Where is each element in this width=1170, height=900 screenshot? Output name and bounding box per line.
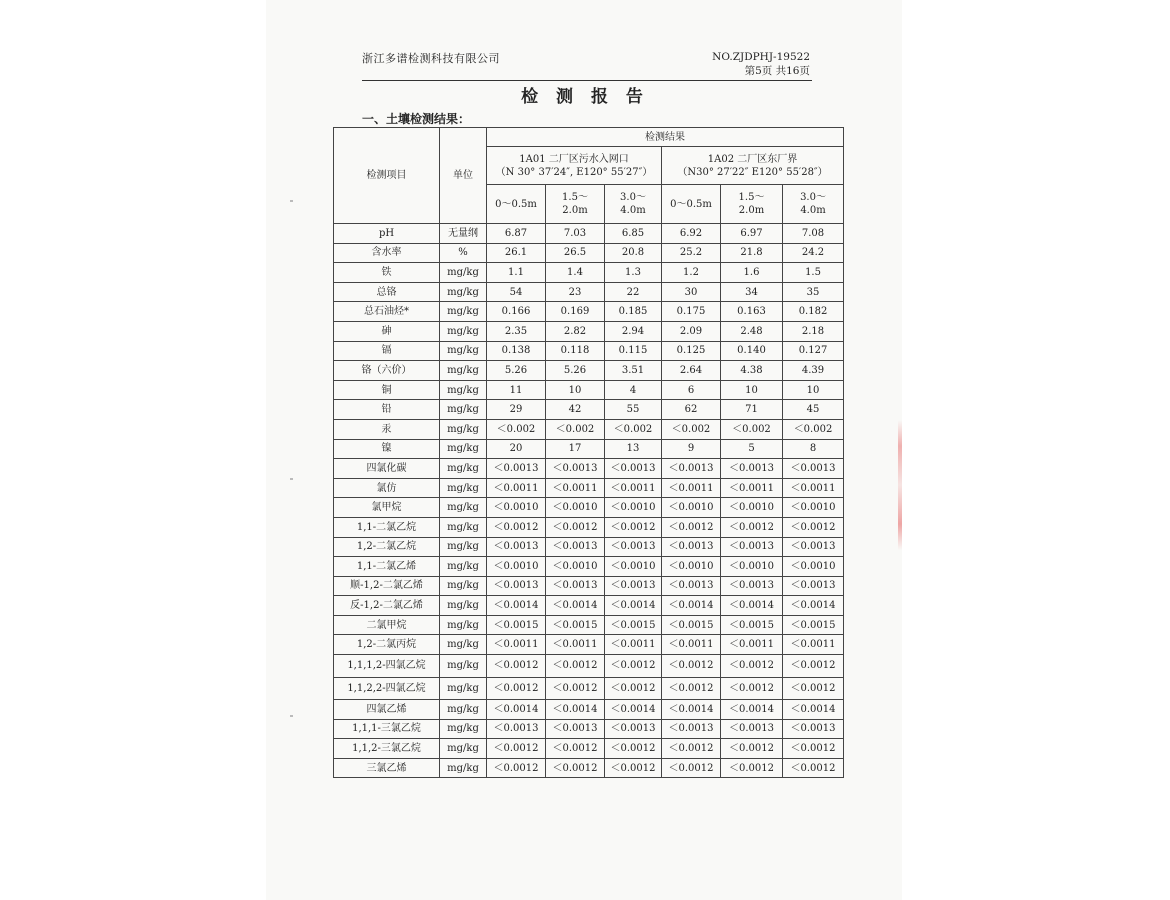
value-cell: ＜0.0014 [487, 596, 546, 616]
value-cell: ＜0.0015 [662, 615, 721, 635]
unit-cell: mg/kg [440, 537, 487, 557]
value-cell: 26.1 [487, 243, 546, 263]
value-cell: ＜0.0010 [783, 498, 844, 518]
value-cell: 1.3 [605, 263, 662, 283]
depth-header: 3.0～ 4.0m [783, 185, 844, 224]
item-cell: 1,2-二氯乙烷 [334, 537, 440, 557]
value-cell: ＜0.0012 [487, 677, 546, 700]
table-row [334, 419, 844, 439]
value-cell: 0.182 [783, 302, 844, 322]
value-cell: ＜0.002 [783, 419, 844, 439]
value-cell: 6.87 [487, 224, 546, 244]
value-cell: ＜0.0010 [721, 557, 783, 577]
value-cell: ＜0.0013 [783, 719, 844, 739]
value-cell: 45 [783, 400, 844, 420]
value-cell: 3.51 [605, 361, 662, 381]
value-cell: ＜0.0012 [662, 655, 721, 678]
value-cell: ＜0.0013 [662, 719, 721, 739]
value-cell: ＜0.0015 [783, 615, 844, 635]
table-row [334, 478, 844, 498]
depth-header: 1.5～ 2.0m [721, 185, 783, 224]
depth-header: 0～0.5m [662, 185, 721, 224]
value-cell: ＜0.0010 [783, 557, 844, 577]
value-cell: 0.175 [662, 302, 721, 322]
value-cell: ＜0.0011 [605, 478, 662, 498]
value-cell: 2.64 [662, 361, 721, 381]
table-row [334, 361, 844, 381]
value-cell: 6.92 [662, 224, 721, 244]
header-rule [362, 80, 812, 81]
value-cell: ＜0.0012 [783, 517, 844, 537]
value-cell: 0.166 [487, 302, 546, 322]
unit-cell: 无量纲 [440, 224, 487, 244]
value-cell: ＜0.0014 [487, 700, 546, 720]
report-number: NO.ZJDPHJ-19522 [712, 51, 810, 63]
value-cell: 6.97 [721, 224, 783, 244]
value-cell: ＜0.0011 [546, 635, 605, 655]
item-cell: 镉 [334, 341, 440, 361]
unit-cell: mg/kg [440, 576, 487, 596]
table-row [334, 302, 844, 322]
value-cell: ＜0.0013 [605, 537, 662, 557]
value-cell: 23 [546, 282, 605, 302]
unit-cell: mg/kg [440, 478, 487, 498]
unit-cell: mg/kg [440, 459, 487, 479]
value-cell: 30 [662, 282, 721, 302]
item-cell: 1,1-二氯乙烷 [334, 517, 440, 537]
item-cell: 二氯甲烷 [334, 615, 440, 635]
value-cell: ＜0.0013 [783, 537, 844, 557]
value-cell: 0.163 [721, 302, 783, 322]
value-cell: 26.5 [546, 243, 605, 263]
value-cell: ＜0.0012 [546, 655, 605, 678]
value-cell: ＜0.0012 [721, 739, 783, 759]
unit-cell: mg/kg [440, 419, 487, 439]
value-cell: 0.169 [546, 302, 605, 322]
value-cell: ＜0.0011 [721, 478, 783, 498]
value-cell: 2.48 [721, 321, 783, 341]
item-cell: 1,1,1-三氯乙烷 [334, 719, 440, 739]
value-cell: ＜0.0012 [605, 739, 662, 759]
value-cell: 54 [487, 282, 546, 302]
value-cell: 1.1 [487, 263, 546, 283]
value-cell: ＜0.0013 [605, 459, 662, 479]
header-results: 检测结果 [487, 128, 844, 147]
table-row [334, 400, 844, 420]
section-heading: 一、土壤检测结果： [362, 112, 471, 126]
table-row [334, 380, 844, 400]
value-cell: ＜0.0012 [546, 739, 605, 759]
value-cell: ＜0.0011 [546, 478, 605, 498]
document-title: 检 测 报 告 [521, 87, 649, 107]
value-cell: 7.03 [546, 224, 605, 244]
unit-cell: mg/kg [440, 700, 487, 720]
value-cell: ＜0.0012 [605, 677, 662, 700]
table-row [334, 498, 844, 518]
site1-header [487, 147, 662, 185]
scan-speck [290, 478, 293, 480]
soil-results-table [333, 127, 844, 778]
value-cell: ＜0.0012 [546, 677, 605, 700]
value-cell: 20.8 [605, 243, 662, 263]
unit-cell: mg/kg [440, 719, 487, 739]
company-name: 浙江多谱检测科技有限公司 [362, 52, 500, 65]
value-cell: 20 [487, 439, 546, 459]
item-cell: 铅 [334, 400, 440, 420]
value-cell: 71 [721, 400, 783, 420]
value-cell: ＜0.0010 [487, 557, 546, 577]
value-cell: ＜0.0013 [487, 537, 546, 557]
unit-cell: mg/kg [440, 557, 487, 577]
value-cell: 0.118 [546, 341, 605, 361]
value-cell: ＜0.0013 [605, 719, 662, 739]
unit-cell: mg/kg [440, 400, 487, 420]
item-cell: 含水率 [334, 243, 440, 263]
unit-cell: mg/kg [440, 302, 487, 322]
value-cell: ＜0.0011 [487, 635, 546, 655]
value-cell: 0.140 [721, 341, 783, 361]
value-cell: ＜0.0012 [783, 739, 844, 759]
item-cell: 氯甲烷 [334, 498, 440, 518]
unit-cell: mg/kg [440, 517, 487, 537]
value-cell: ＜0.0012 [783, 677, 844, 700]
value-cell: ＜0.0015 [605, 615, 662, 635]
table-row [334, 263, 844, 283]
value-cell: ＜0.0011 [605, 635, 662, 655]
value-cell: ＜0.002 [662, 419, 721, 439]
unit-cell: % [440, 243, 487, 263]
value-cell: ＜0.0012 [783, 655, 844, 678]
unit-cell: mg/kg [440, 380, 487, 400]
item-cell: 1,1,1,2-四氯乙烷 [334, 655, 440, 678]
value-cell: ＜0.0011 [783, 635, 844, 655]
item-cell: 砷 [334, 321, 440, 341]
table-row [334, 615, 844, 635]
value-cell: 22 [605, 282, 662, 302]
table-row [334, 758, 844, 778]
value-cell: 0.138 [487, 341, 546, 361]
value-cell: ＜0.0013 [605, 576, 662, 596]
value-cell: 10 [546, 380, 605, 400]
value-cell: ＜0.0010 [662, 557, 721, 577]
item-cell: 1,1,2-三氯乙烷 [334, 739, 440, 759]
value-cell: ＜0.0012 [487, 758, 546, 778]
value-cell: ＜0.002 [546, 419, 605, 439]
value-cell: 17 [546, 439, 605, 459]
value-cell: 0.127 [783, 341, 844, 361]
value-cell: ＜0.0013 [721, 576, 783, 596]
table-row [334, 739, 844, 759]
value-cell: 2.35 [487, 321, 546, 341]
value-cell: 42 [546, 400, 605, 420]
value-cell: ＜0.0012 [605, 517, 662, 537]
table-row [334, 459, 844, 479]
table-row [334, 596, 844, 616]
table-row [334, 700, 844, 720]
value-cell: ＜0.0014 [662, 700, 721, 720]
value-cell: 25.2 [662, 243, 721, 263]
depth-header: 3.0～ 4.0m [605, 185, 662, 224]
value-cell: 9 [662, 439, 721, 459]
unit-cell: mg/kg [440, 439, 487, 459]
value-cell: 4.39 [783, 361, 844, 381]
site2-header [662, 147, 844, 185]
value-cell: 1.5 [783, 263, 844, 283]
value-cell: 10 [721, 380, 783, 400]
item-cell: 三氯乙烯 [334, 758, 440, 778]
table-row [334, 576, 844, 596]
table-row [334, 537, 844, 557]
value-cell: ＜0.0013 [487, 719, 546, 739]
value-cell: 5.26 [487, 361, 546, 381]
scan-speck [290, 715, 293, 717]
value-cell: ＜0.0013 [721, 459, 783, 479]
value-cell: ＜0.0013 [546, 459, 605, 479]
value-cell: ＜0.0012 [487, 517, 546, 537]
unit-cell: mg/kg [440, 635, 487, 655]
value-cell: ＜0.0013 [487, 459, 546, 479]
unit-cell: mg/kg [440, 498, 487, 518]
site2-coords: （N30° 27′22″ E120° 55′28″） [677, 166, 828, 178]
site1-name: 1A01 二厂区污水入网口 [519, 153, 629, 165]
value-cell: 5.26 [546, 361, 605, 381]
table-row [334, 321, 844, 341]
value-cell: ＜0.0010 [546, 557, 605, 577]
item-cell: pH [334, 224, 440, 244]
value-cell: ＜0.0010 [487, 498, 546, 518]
value-cell: ＜0.0012 [605, 758, 662, 778]
value-cell: ＜0.0010 [721, 498, 783, 518]
depth-header: 1.5～ 2.0m [546, 185, 605, 224]
item-cell: 铁 [334, 263, 440, 283]
item-cell: 四氯乙烯 [334, 700, 440, 720]
value-cell: ＜0.0012 [783, 758, 844, 778]
unit-cell: mg/kg [440, 341, 487, 361]
value-cell: ＜0.0014 [721, 596, 783, 616]
unit-cell: mg/kg [440, 263, 487, 283]
table-row [334, 224, 844, 244]
header-unit: 单位 [440, 128, 487, 224]
value-cell: 6.85 [605, 224, 662, 244]
table-row [334, 439, 844, 459]
value-cell: 55 [605, 400, 662, 420]
value-cell: ＜0.0013 [783, 576, 844, 596]
table-row [334, 341, 844, 361]
value-cell: ＜0.0012 [662, 517, 721, 537]
value-cell: 62 [662, 400, 721, 420]
value-cell: 7.08 [783, 224, 844, 244]
site2-name: 1A02 二厂区东厂界 [707, 153, 798, 165]
value-cell: ＜0.0012 [487, 655, 546, 678]
unit-cell: mg/kg [440, 321, 487, 341]
unit-cell: mg/kg [440, 677, 487, 700]
value-cell: ＜0.0015 [721, 615, 783, 635]
unit-cell: mg/kg [440, 758, 487, 778]
value-cell: ＜0.0014 [605, 596, 662, 616]
value-cell: ＜0.0013 [721, 537, 783, 557]
value-cell: 1.6 [721, 263, 783, 283]
item-cell: 镍 [334, 439, 440, 459]
item-cell: 铜 [334, 380, 440, 400]
item-cell: 总铬 [334, 282, 440, 302]
value-cell: ＜0.0012 [721, 677, 783, 700]
value-cell: 2.82 [546, 321, 605, 341]
value-cell: ＜0.0012 [662, 677, 721, 700]
table-row [334, 282, 844, 302]
value-cell: ＜0.0012 [662, 758, 721, 778]
value-cell: ＜0.0010 [662, 498, 721, 518]
value-cell: ＜0.0012 [546, 758, 605, 778]
table-row [334, 635, 844, 655]
header-item: 检测项目 [334, 128, 440, 224]
value-cell: ＜0.0015 [487, 615, 546, 635]
value-cell: ＜0.0013 [662, 459, 721, 479]
value-cell: ＜0.0013 [662, 576, 721, 596]
value-cell: ＜0.002 [487, 419, 546, 439]
value-cell: 4 [605, 380, 662, 400]
value-cell: ＜0.0012 [721, 655, 783, 678]
value-cell: ＜0.0010 [546, 498, 605, 518]
table-row [334, 719, 844, 739]
value-cell: ＜0.0012 [487, 739, 546, 759]
value-cell: ＜0.0013 [546, 576, 605, 596]
value-cell: ＜0.0011 [662, 478, 721, 498]
unit-cell: mg/kg [440, 739, 487, 759]
value-cell: ＜0.0012 [605, 655, 662, 678]
value-cell: 2.09 [662, 321, 721, 341]
item-cell: 汞 [334, 419, 440, 439]
value-cell: 8 [783, 439, 844, 459]
value-cell: 35 [783, 282, 844, 302]
item-cell: 总石油烃* [334, 302, 440, 322]
item-cell: 四氯化碳 [334, 459, 440, 479]
page-info: 第5页 共16页 [744, 65, 810, 77]
value-cell: 24.2 [783, 243, 844, 263]
table-row [334, 517, 844, 537]
value-cell: ＜0.0013 [546, 719, 605, 739]
value-cell: 34 [721, 282, 783, 302]
value-cell: 2.94 [605, 321, 662, 341]
value-cell: 2.18 [783, 321, 844, 341]
unit-cell: mg/kg [440, 615, 487, 635]
value-cell: ＜0.0013 [487, 576, 546, 596]
item-cell: 1,1,2,2-四氯乙烷 [334, 677, 440, 700]
value-cell: 0.125 [662, 341, 721, 361]
scan-speck [290, 200, 293, 202]
value-cell: ＜0.0011 [783, 478, 844, 498]
value-cell: ＜0.0014 [605, 700, 662, 720]
value-cell: 29 [487, 400, 546, 420]
value-cell: ＜0.0011 [721, 635, 783, 655]
item-cell: 顺-1,2-二氯乙烯 [334, 576, 440, 596]
value-cell: ＜0.0012 [721, 517, 783, 537]
table-row [334, 243, 844, 263]
unit-cell: mg/kg [440, 282, 487, 302]
report-meta [712, 50, 810, 78]
item-cell: 铬（六价） [334, 361, 440, 381]
value-cell: ＜0.0010 [605, 498, 662, 518]
unit-cell: mg/kg [440, 361, 487, 381]
value-cell: ＜0.0014 [721, 700, 783, 720]
red-seal-edge [898, 420, 902, 550]
value-cell: 0.115 [605, 341, 662, 361]
unit-cell: mg/kg [440, 596, 487, 616]
value-cell: ＜0.0012 [546, 517, 605, 537]
value-cell: ＜0.0015 [546, 615, 605, 635]
value-cell: 1.4 [546, 263, 605, 283]
value-cell: ＜0.0014 [662, 596, 721, 616]
value-cell: 21.8 [721, 243, 783, 263]
depth-header: 0～0.5m [487, 185, 546, 224]
value-cell: 6 [662, 380, 721, 400]
value-cell: ＜0.0012 [721, 758, 783, 778]
item-cell: 氯仿 [334, 478, 440, 498]
value-cell: ＜0.0011 [662, 635, 721, 655]
value-cell: ＜0.0011 [487, 478, 546, 498]
value-cell: 5 [721, 439, 783, 459]
value-cell: ＜0.0013 [783, 459, 844, 479]
site1-coords: （N 30° 37′24″, E120° 55′27″） [495, 166, 653, 178]
value-cell: ＜0.002 [605, 419, 662, 439]
value-cell: ＜0.0010 [605, 557, 662, 577]
value-cell: ＜0.0013 [662, 537, 721, 557]
table-row [334, 677, 844, 700]
value-cell: 4.38 [721, 361, 783, 381]
value-cell: 10 [783, 380, 844, 400]
value-cell: 13 [605, 439, 662, 459]
item-cell: 1,1-二氯乙烯 [334, 557, 440, 577]
table-row [334, 557, 844, 577]
unit-cell: mg/kg [440, 655, 487, 678]
value-cell: ＜0.0014 [546, 596, 605, 616]
item-cell: 1,2-二氯丙烷 [334, 635, 440, 655]
value-cell: ＜0.002 [721, 419, 783, 439]
value-cell: ＜0.0012 [662, 739, 721, 759]
value-cell: ＜0.0014 [783, 700, 844, 720]
item-cell: 反-1,2-二氯乙烯 [334, 596, 440, 616]
value-cell: ＜0.0014 [783, 596, 844, 616]
value-cell: ＜0.0013 [721, 719, 783, 739]
value-cell: 11 [487, 380, 546, 400]
value-cell: ＜0.0014 [546, 700, 605, 720]
table-row [334, 655, 844, 678]
value-cell: 1.2 [662, 263, 721, 283]
value-cell: ＜0.0013 [546, 537, 605, 557]
value-cell: 0.185 [605, 302, 662, 322]
